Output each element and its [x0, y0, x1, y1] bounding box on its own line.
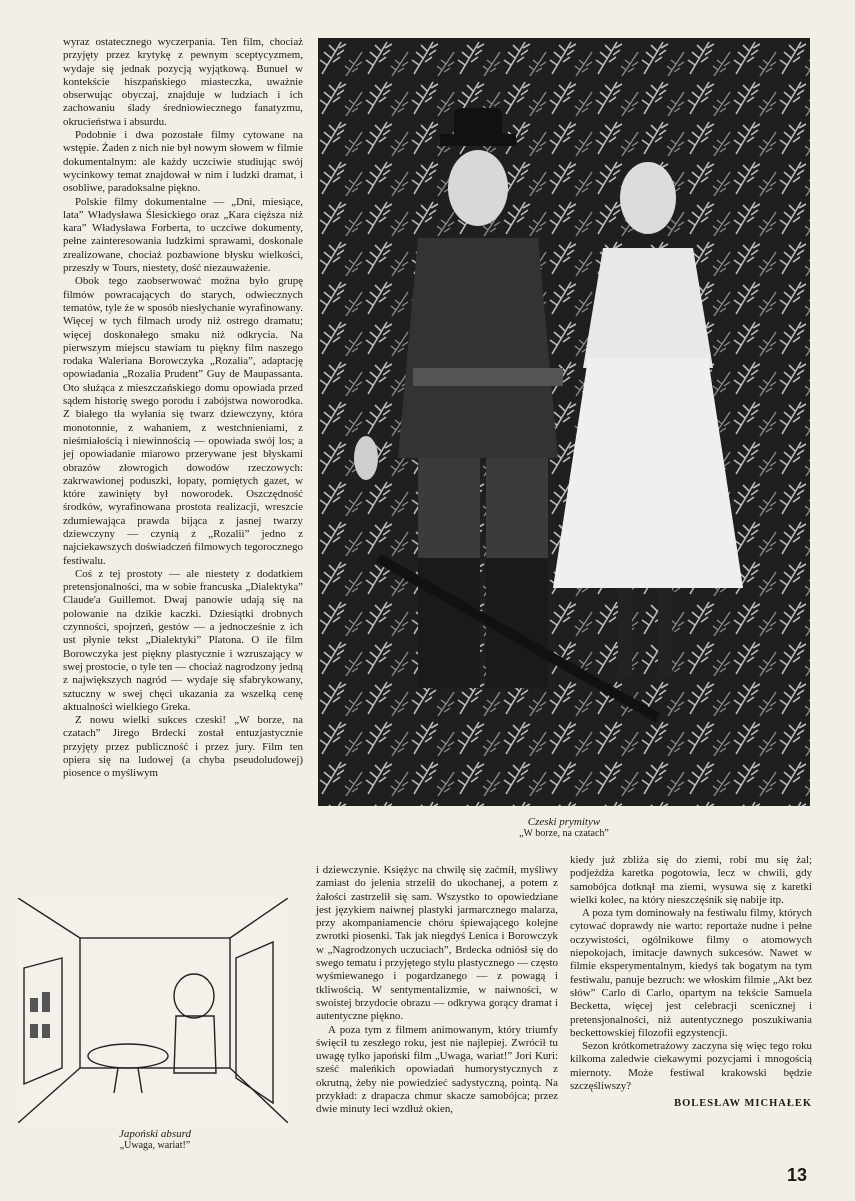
cartoon-caption [20, 1128, 290, 1152]
paragraph: kiedy już zbliża się do ziemi, robi mu się żal; podjeżdża karetka pogotowia, lecz w chwili, gdy samobójca dotknął ma ziemi, wysuwa się z karetki wielki kolec, na który nieszczęśnik się nabije itp. [570, 854, 812, 906]
cartoon-illustration [18, 898, 288, 1123]
paragraph: Sezon krótkometrażowy zaczyna się więc tego roku kilkoma zaledwie ciekawymi pozycjami i mnogością miernoty. Może festiwal krakowski będzie szczęśliwszy? [570, 1040, 812, 1093]
paragraph: A poza tym z filmem animowanym, który triumfy święcił tu zeszłego roku, jest nie najlepiej. Zwrócił tu uwagę tylko japoński film „Uwaga, wariat!” Jori Kuri: sześć maleńkich opowiadań humorystycznych z okrutną, żeby nie powiedzieć sadystyczną, pointą. Na przykład: z drapacza chmur skacze samobójca; przez dwie minuty leci wzdłuż okien, [316, 1023, 558, 1116]
caption-title: Japoński absurd [118, 1128, 191, 1140]
forest-figures-illustration [318, 38, 810, 806]
page-number: 13 [786, 1165, 807, 1185]
article-column-left [63, 36, 303, 781]
article-column-right [570, 854, 812, 1111]
paragraph: Podobnie i dwa pozostałe filmy cytowane na wstępie. Żaden z nich nie był nowym słowem w filmie dokumentalnym: ale każdy uczciwie studiując swój wycinkowy temat znajdował w nim i ludzki dramat, i osobliwe, paradoksalne piękno. [63, 129, 303, 195]
caption-subtitle: „W borze, na czatach” [519, 828, 609, 839]
article-column-middle [316, 864, 558, 1117]
room-cartoon-drawing [18, 898, 288, 1123]
caption-title: Czeski prymityw [527, 816, 601, 828]
caption-subtitle: „Uwaga, wariat!” [119, 1140, 191, 1151]
paragraph: Z nowu wielki sukces czeski! „W borze, na czatach” Jirego Brdecki został entuzjastycznie przyjęty przez publiczność i przez jury. Film ten opiera się na ludowej (a chyba pseudoludowej) piosence o myśliwym [63, 714, 303, 780]
paragraph: A poza tym dominowały na festiwalu filmy, których cytować doprawdy nie warto: reportaże nudne i pełne oczywistości, ogólnikowe filmy o atomowych niepokojach, imitacje dawnych sukcesów. Nawet w filmie eksperymentalnym, kiedyś tak bogatym na tym festiwalu, panuje bezruch: we włoskim filmie „Akt bez słów” Carlo di Carlo, opartym na tekście Samuela Becketta, więcej jest celebracji scenicznej i pretensjonalności, niż autentycznego poszukiwania beckettowskiej filozofii egzystencji. [570, 907, 812, 1039]
paragraph: i dziewczynie. Księżyc na chwilę się zaćmił, myśliwy zamiast do jelenia strzelił do ukochanej, a potem z żałości zastrzelił się sam. Wszystko to opowiedziane jest językiem naiwnej plastyki jarmarcznego malarza, przy akompaniamencie chóru śpiewającego kolejne zwrotki piosenki. Tak jak niegdyś Lenica i Borowczyk w „Nagrodzonych uczuciach”, Brdecka odniósł się do swego tematu i przyjętego stylu plastycznego — często wyśmiewanego i pogardzanego — z powagą i tkliwością. W sentymentalizmie, w naiwności, w swoistej brzydocie obrazu — odkrywa gorący dramat i autentyczne piękno. [316, 864, 558, 1023]
photo-caption [318, 816, 810, 840]
paragraph: Polskie filmy dokumentalne — „Dni, miesiące, lata” Władysława Ślesickiego oraz „Kara cięższa niż kara” Władysława Forberta, to uczciwe dokumenty, pełne zainteresowania ludzkimi sprawami, doskonale zrealizowane, chociaż pozbawione błysku wielkości, przeszły w Tours, niestety, dość niezauważenie. [63, 195, 303, 275]
film-still-photo [318, 38, 810, 806]
paragraph: Obok tego zaobserwować można było grupę filmów powracających do starych, odwiecznych tematów, tyle że w sposób niesłychanie wyrafinowany. Więcej w tych filmach urody niż ostrego dramatu; więcej doskonałego smaku niż odkrycia. Na pierwszym miejscu stawiam tu piękny film naszego rodaka Waleriana Borowczyka „Rozalia”, adaptację opowiadania „Rozalia Prudent” Guy de Maupassanta. Oto służąca z mieszczańskiego domu opowiada przed sądem historię swego porodu i zabójstwa noworodka. Z białego tła wyłania się twarz dziewczyny, która monotonnie, z wahaniem, z westchnieniami, z nieśmiałością i niewinnością — opowiada swój los; a jej opowiadanie miarowo przerywane jest błyskami obrazów złowrogich dowodów rzeczowych: zakrwawionej poduszki, łopaty, pomiętych gazet, w które zawinięty był noworodek. Oszczędność środków, wyrafinowana prostota realizacji, wreszcie zdumiewająca prawda bijąca z jasnej twarzy dziewczyny — czynią z „Rozalii” jedno z najciekawszych doświadczeń filmowych tegorocznego festiwalu. [63, 275, 303, 567]
paragraph: wyraz ostatecznego wyczerpania. Ten film, chociaż przyjęty przez krytykę z pewnym sceptycyzmem, wydaje się jednak pozycją wyjątkową. Bunuel w kontekście hiszpańskiego miasteczka, uważnie obserwując obyczaj, znajduje w ludziach i ich zachowaniu ślady średniowiecznego fanatyzmu, okrucieństwa i absurdu. [63, 36, 303, 128]
paragraph: Coś z tej prostoty — ale niestety z dodatkiem pretensjonalności, ma w sobie francuska „Dialektyka” Claude'a Guillemot. Dwaj panowie udają się na polowanie na dzikie kaczki. Dziesiątki drobnych czynności, spojrzeń, gestów — a jednocześnie z ich ust płynie tekst „Dialektyki” Platona. O ile film Borowczyka jest piękny plastycznie i wzruszający w swej prostocie, o tyle ten — chociaż nagrodzony jedną z największych nagród — wydaje się sfabrykowany, sztuczny w swej chęci ukazania za wszelką cenę aktualności wielkiego Greka. [63, 567, 303, 713]
author-signature: BOLESŁAW MICHAŁEK [674, 1098, 812, 1110]
